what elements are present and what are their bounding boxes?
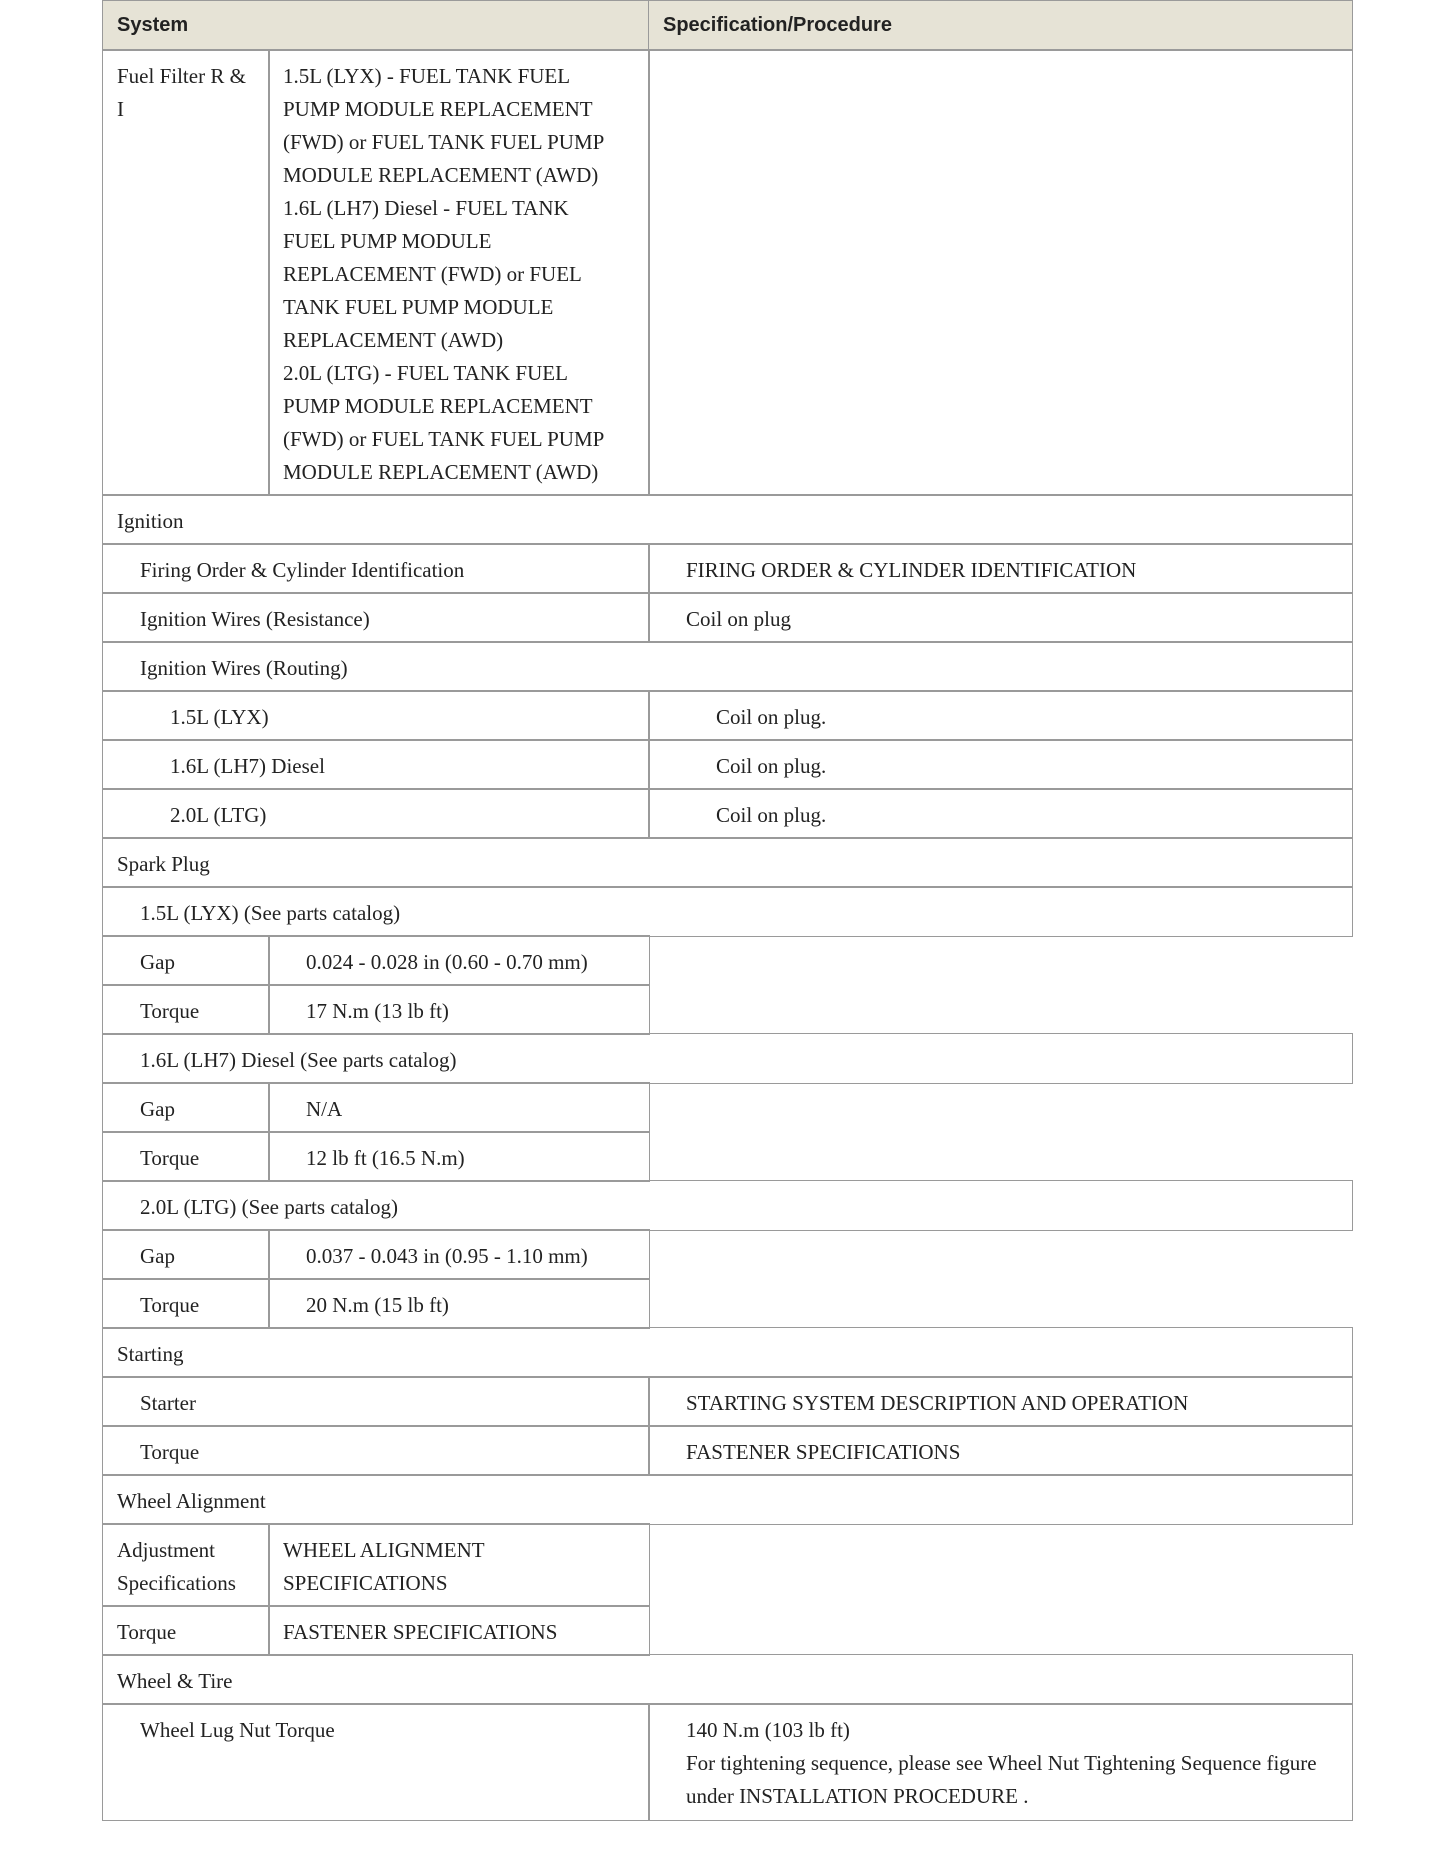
gap-label: Gap bbox=[102, 935, 270, 986]
routing-engine: 2.0L (LTG) bbox=[102, 788, 650, 839]
text-line: For tightening sequence, please see Wheel Nut Tightening Sequence figure bbox=[686, 1751, 1317, 1775]
text-line: (FWD) or FUEL TANK FUEL PUMP bbox=[283, 130, 605, 154]
section-wheel-tire: Wheel & Tire bbox=[102, 1654, 1353, 1705]
lug-nut-label: Wheel Lug Nut Torque bbox=[102, 1703, 650, 1821]
text-line: TANK FUEL PUMP MODULE bbox=[283, 295, 554, 319]
text-line: WHEEL ALIGNMENT bbox=[283, 1538, 485, 1562]
adjustment-value bbox=[268, 1523, 650, 1607]
text-line: 2.0L (LTG) - FUEL TANK FUEL bbox=[283, 361, 568, 385]
firing-order-label: Firing Order & Cylinder Identification bbox=[102, 543, 650, 594]
routing-value: Coil on plug. bbox=[648, 739, 1353, 790]
fuel-filter-spec-empty bbox=[648, 49, 1353, 496]
text-line: MODULE REPLACEMENT (AWD) bbox=[283, 163, 599, 187]
gap-value: N/A bbox=[268, 1082, 650, 1133]
column-header-spec: Specification/Procedure bbox=[648, 0, 1353, 51]
fuel-filter-label: Fuel Filter R & I bbox=[102, 49, 270, 496]
text-line: PUMP MODULE REPLACEMENT bbox=[283, 394, 593, 418]
torque-label: Torque bbox=[102, 1278, 270, 1329]
adjustment-label bbox=[102, 1523, 270, 1607]
text-line: (FWD) or FUEL TANK FUEL PUMP bbox=[283, 427, 605, 451]
torque-value: 12 lb ft (16.5 N.m) bbox=[268, 1131, 650, 1182]
section-spark-plug: Spark Plug bbox=[102, 837, 1353, 888]
text-line: 1.5L (LYX) - FUEL TANK FUEL bbox=[283, 64, 571, 88]
spark-engine-heading: 2.0L (LTG) (See parts catalog) bbox=[102, 1180, 1353, 1231]
routing-value: Coil on plug. bbox=[648, 690, 1353, 741]
text-line: Adjustment bbox=[117, 1538, 215, 1562]
alignment-torque-label: Torque bbox=[102, 1605, 270, 1656]
routing-engine: 1.5L (LYX) bbox=[102, 690, 650, 741]
starter-value: STARTING SYSTEM DESCRIPTION AND OPERATION bbox=[648, 1376, 1353, 1427]
torque-label: Torque bbox=[102, 984, 270, 1035]
lug-nut-value bbox=[648, 1703, 1353, 1821]
text-line: MODULE REPLACEMENT (AWD) bbox=[283, 460, 599, 484]
section-starting: Starting bbox=[102, 1327, 1353, 1378]
text-line: under INSTALLATION PROCEDURE . bbox=[686, 1784, 1029, 1808]
torque-label: Torque bbox=[102, 1131, 270, 1182]
text-line: FUEL PUMP MODULE bbox=[283, 229, 492, 253]
text-line: REPLACEMENT (FWD) or FUEL bbox=[283, 262, 582, 286]
text-line: 140 N.m (103 lb ft) bbox=[686, 1718, 850, 1742]
column-header-system: System bbox=[102, 0, 650, 51]
starting-torque-label: Torque bbox=[102, 1425, 650, 1476]
text-line: PUMP MODULE REPLACEMENT bbox=[283, 97, 593, 121]
gap-value: 0.037 - 0.043 in (0.95 - 1.10 mm) bbox=[268, 1229, 650, 1280]
torque-value: 17 N.m (13 lb ft) bbox=[268, 984, 650, 1035]
wires-resistance-label: Ignition Wires (Resistance) bbox=[102, 592, 650, 643]
gap-value: 0.024 - 0.028 in (0.60 - 0.70 mm) bbox=[268, 935, 650, 986]
spark-engine-heading: 1.6L (LH7) Diesel (See parts catalog) bbox=[102, 1033, 1353, 1084]
firing-order-value: FIRING ORDER & CYLINDER IDENTIFICATION bbox=[648, 543, 1353, 594]
starter-label: Starter bbox=[102, 1376, 650, 1427]
spark-engine-heading: 1.5L (LYX) (See parts catalog) bbox=[102, 886, 1353, 937]
wires-resistance-value: Coil on plug bbox=[648, 592, 1353, 643]
text-line: Specifications bbox=[117, 1571, 236, 1595]
section-wheel-alignment: Wheel Alignment bbox=[102, 1474, 1353, 1525]
section-ignition: Ignition bbox=[102, 494, 1353, 545]
fuel-filter-procedures bbox=[268, 49, 650, 496]
text-line: 1.6L (LH7) Diesel - FUEL TANK bbox=[283, 196, 569, 220]
text-line: SPECIFICATIONS bbox=[283, 1571, 448, 1595]
gap-label: Gap bbox=[102, 1082, 270, 1133]
starting-torque-value: FASTENER SPECIFICATIONS bbox=[648, 1425, 1353, 1476]
wires-routing-heading: Ignition Wires (Routing) bbox=[102, 641, 1353, 692]
routing-engine: 1.6L (LH7) Diesel bbox=[102, 739, 650, 790]
routing-value: Coil on plug. bbox=[648, 788, 1353, 839]
text-line: REPLACEMENT (AWD) bbox=[283, 328, 504, 352]
gap-label: Gap bbox=[102, 1229, 270, 1280]
alignment-torque-value: FASTENER SPECIFICATIONS bbox=[268, 1605, 650, 1656]
torque-value: 20 N.m (15 lb ft) bbox=[268, 1278, 650, 1329]
